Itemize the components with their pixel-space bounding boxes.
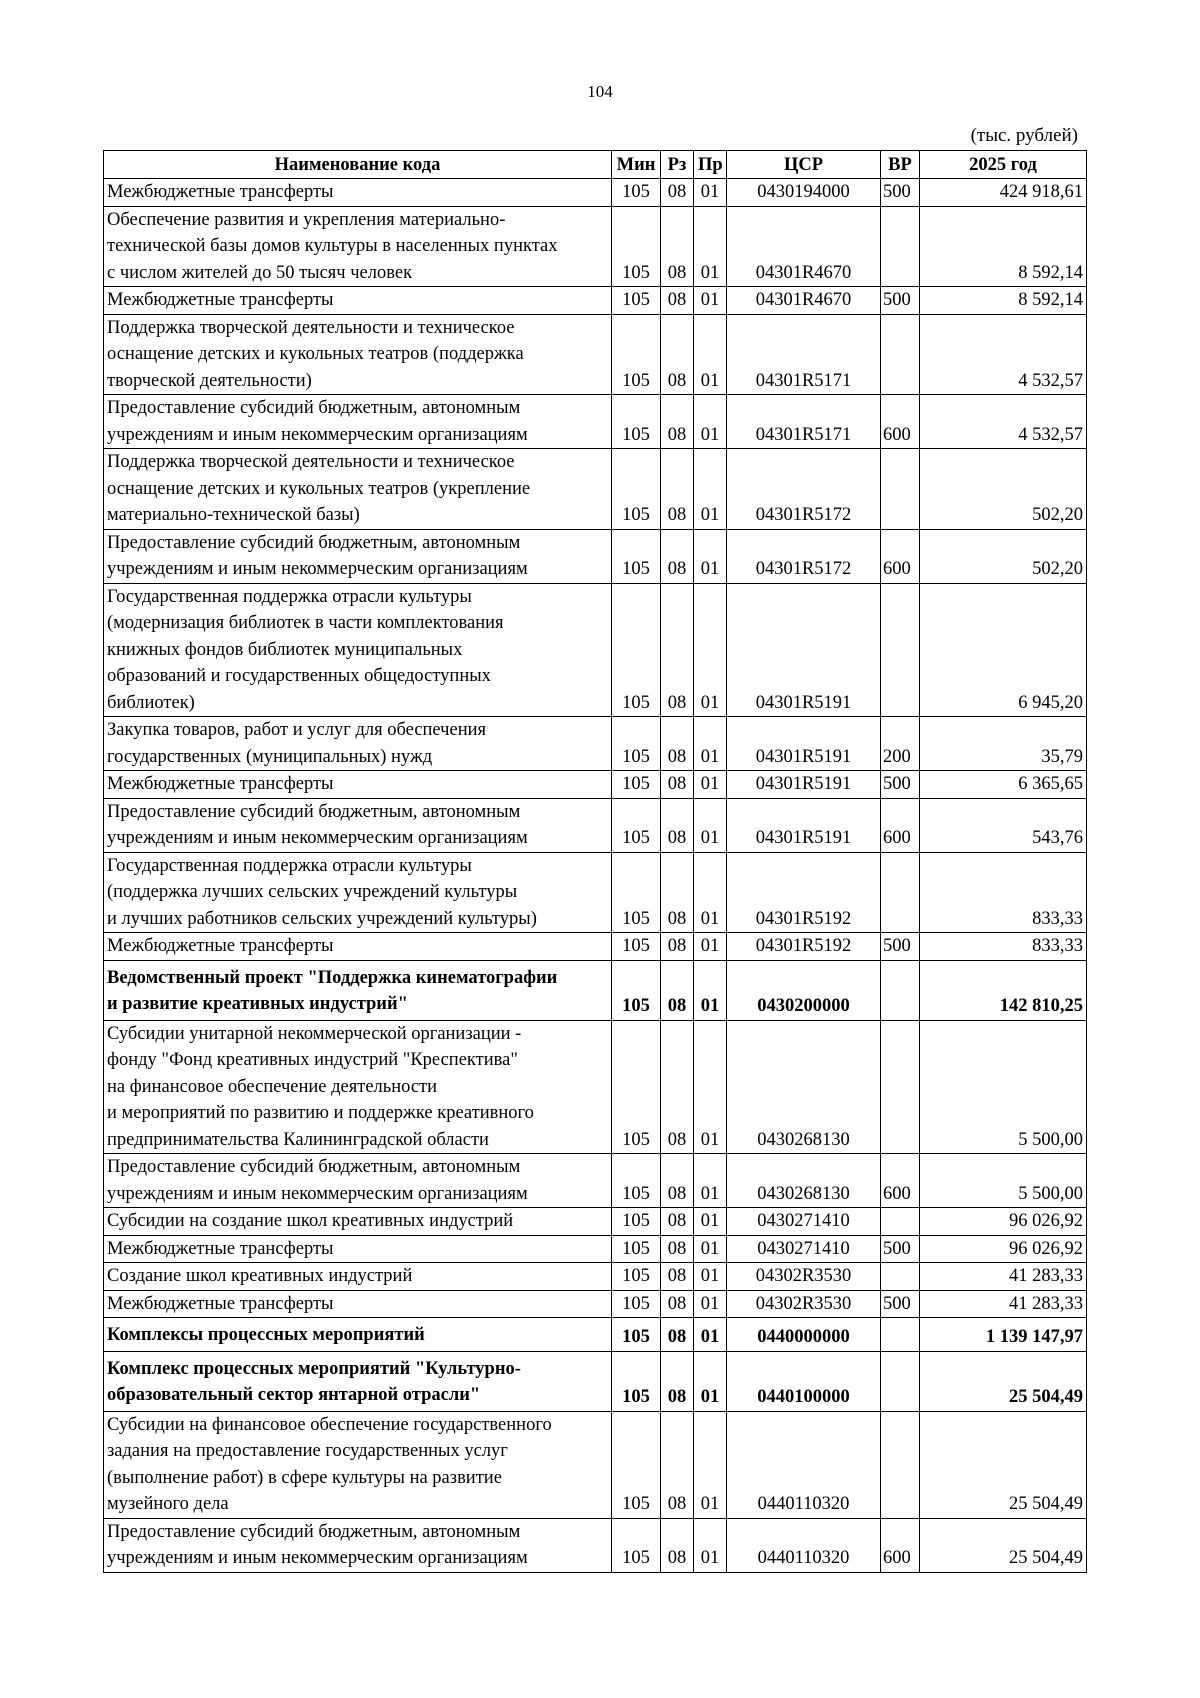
cell-csr: 04302R3530 — [727, 1290, 881, 1318]
cell-rz: 08 — [661, 1411, 694, 1518]
cell-rz: 08 — [661, 1235, 694, 1263]
table-row — [104, 449, 1087, 530]
cell-rz: 08 — [661, 449, 694, 530]
cell-rz: 08 — [661, 529, 694, 583]
cell-rz: 08 — [661, 287, 694, 315]
cell-sum: 5 500,00 — [920, 1020, 1087, 1154]
table-row — [104, 1290, 1087, 1318]
cell-rz: 08 — [661, 1154, 694, 1208]
cell-name: Межбюджетные трансферты — [104, 1235, 612, 1263]
cell-rz: 08 — [661, 395, 694, 449]
cell-pr: 01 — [694, 771, 727, 799]
cell-min: 105 — [612, 1208, 661, 1236]
cell-rz: 08 — [661, 206, 694, 287]
cell-name: Субсидии на создание школ креативных индустрий — [104, 1208, 612, 1236]
cell-vr: 600 — [881, 1518, 920, 1572]
cell-sum: 4 532,57 — [920, 314, 1087, 395]
cell-csr: 04301R5191 — [727, 771, 881, 799]
cell-min: 105 — [612, 287, 661, 315]
cell-pr: 01 — [694, 1290, 727, 1318]
cell-min: 105 — [612, 1154, 661, 1208]
cell-min: 105 — [612, 1290, 661, 1318]
cell-sum: 96 026,92 — [920, 1235, 1087, 1263]
cell-name: Государственная поддержка отрасли культуры (модернизация библиотек в части комплектования книжных фондов библиотек муниципальных образований и государственных общедоступных библиотек) — [104, 583, 612, 717]
cell-name: Межбюджетные трансферты — [104, 179, 612, 207]
cell-rz: 08 — [661, 1208, 694, 1236]
cell-vr — [881, 314, 920, 395]
cell-pr: 01 — [694, 852, 727, 933]
table-row — [104, 1518, 1087, 1572]
cell-vr — [881, 1263, 920, 1291]
cell-pr: 01 — [694, 1518, 727, 1572]
cell-min: 105 — [612, 960, 661, 1020]
cell-name: Государственная поддержка отрасли культуры (поддержка лучших сельских учреждений культуры и лучших работников сельских учреждений культуры) — [104, 852, 612, 933]
table-row — [104, 287, 1087, 315]
header-pr: Пр — [694, 151, 727, 179]
cell-csr: 0430194000 — [727, 179, 881, 207]
cell-name: Обеспечение развития и укрепления материально- технической базы домов культуры в населенных пунктах с числом жителей до 50 тысяч человек — [104, 206, 612, 287]
cell-rz: 08 — [661, 1263, 694, 1291]
cell-sum: 4 532,57 — [920, 395, 1087, 449]
cell-csr: 0430268130 — [727, 1020, 881, 1154]
cell-name: Поддержка творческой деятельности и техническое оснащение детских и кукольных театров (укрепление материально-технической базы) — [104, 449, 612, 530]
cell-pr: 01 — [694, 529, 727, 583]
units-caption: (тыс. рублей) — [970, 125, 1078, 146]
cell-pr: 01 — [694, 1235, 727, 1263]
cell-sum: 833,33 — [920, 852, 1087, 933]
cell-pr: 01 — [694, 798, 727, 852]
table-row — [104, 583, 1087, 717]
cell-csr: 0440110320 — [727, 1518, 881, 1572]
cell-vr — [881, 1411, 920, 1518]
cell-pr: 01 — [694, 1351, 727, 1411]
table-row — [104, 314, 1087, 395]
cell-pr: 01 — [694, 1411, 727, 1518]
cell-vr — [881, 852, 920, 933]
cell-csr: 0430268130 — [727, 1154, 881, 1208]
cell-pr: 01 — [694, 179, 727, 207]
cell-csr: 0440100000 — [727, 1351, 881, 1411]
cell-name: Субсидии на финансовое обеспечение государственного задания на предоставление государственных услуг (выполнение работ) в сфере культуры на развитие музейного дела — [104, 1411, 612, 1518]
cell-vr — [881, 960, 920, 1020]
cell-vr — [881, 1318, 920, 1352]
cell-csr: 04301R5191 — [727, 583, 881, 717]
cell-pr: 01 — [694, 1263, 727, 1291]
cell-sum: 41 283,33 — [920, 1263, 1087, 1291]
cell-min: 105 — [612, 529, 661, 583]
cell-min: 105 — [612, 314, 661, 395]
cell-rz: 08 — [661, 933, 694, 961]
cell-sum: 25 504,49 — [920, 1351, 1087, 1411]
cell-vr: 600 — [881, 798, 920, 852]
table-row — [104, 1020, 1087, 1154]
cell-csr: 0430271410 — [727, 1208, 881, 1236]
header-year: 2025 год — [920, 151, 1087, 179]
cell-name: Комплексы процессных мероприятий — [104, 1318, 612, 1352]
cell-name: Предоставление субсидий бюджетным, автономным учреждениям и иным некоммерческим организациям — [104, 529, 612, 583]
table-row — [104, 179, 1087, 207]
table-row — [104, 798, 1087, 852]
cell-sum: 8 592,14 — [920, 206, 1087, 287]
cell-vr: 200 — [881, 717, 920, 771]
cell-min: 105 — [612, 583, 661, 717]
cell-csr: 04301R5171 — [727, 314, 881, 395]
cell-csr: 04301R5192 — [727, 852, 881, 933]
table-row — [104, 206, 1087, 287]
table-row — [104, 1411, 1087, 1518]
cell-rz: 08 — [661, 798, 694, 852]
table-row — [104, 1235, 1087, 1263]
cell-sum: 502,20 — [920, 529, 1087, 583]
cell-rz: 08 — [661, 852, 694, 933]
cell-sum: 543,76 — [920, 798, 1087, 852]
cell-pr: 01 — [694, 717, 727, 771]
cell-vr: 600 — [881, 395, 920, 449]
cell-pr: 01 — [694, 933, 727, 961]
cell-sum: 6 945,20 — [920, 583, 1087, 717]
cell-sum: 96 026,92 — [920, 1208, 1087, 1236]
cell-pr: 01 — [694, 395, 727, 449]
cell-name: Предоставление субсидий бюджетным, автономным учреждениям и иным некоммерческим организациям — [104, 1154, 612, 1208]
cell-csr: 04302R3530 — [727, 1263, 881, 1291]
cell-csr: 0430271410 — [727, 1235, 881, 1263]
cell-min: 105 — [612, 1020, 661, 1154]
cell-vr: 500 — [881, 933, 920, 961]
cell-name: Межбюджетные трансферты — [104, 1290, 612, 1318]
cell-name: Субсидии унитарной некоммерческой организации - фонду "Фонд креативных индустрий "Креспектива" на финансовое обеспечение деятельности и мероприятий по развитию и поддержке креативного предпринимательства Калининградской области — [104, 1020, 612, 1154]
table-row — [104, 771, 1087, 799]
cell-pr: 01 — [694, 1154, 727, 1208]
cell-pr: 01 — [694, 287, 727, 315]
cell-pr: 01 — [694, 314, 727, 395]
cell-min: 105 — [612, 933, 661, 961]
cell-csr: 04301R4670 — [727, 287, 881, 315]
cell-csr: 04301R5172 — [727, 449, 881, 530]
cell-min: 105 — [612, 1318, 661, 1352]
cell-sum: 5 500,00 — [920, 1154, 1087, 1208]
cell-min: 105 — [612, 1235, 661, 1263]
cell-sum: 142 810,25 — [920, 960, 1087, 1020]
cell-rz: 08 — [661, 179, 694, 207]
cell-sum: 833,33 — [920, 933, 1087, 961]
cell-name: Межбюджетные трансферты — [104, 933, 612, 961]
cell-rz: 08 — [661, 583, 694, 717]
cell-sum: 25 504,49 — [920, 1411, 1087, 1518]
cell-csr: 0430200000 — [727, 960, 881, 1020]
table-row — [104, 717, 1087, 771]
cell-csr: 04301R5191 — [727, 717, 881, 771]
table-row — [104, 529, 1087, 583]
cell-csr: 04301R5191 — [727, 798, 881, 852]
cell-min: 105 — [612, 1411, 661, 1518]
cell-name: Ведомственный проект "Поддержка кинематографии и развитие креативных индустрий" — [104, 960, 612, 1020]
cell-csr: 04301R5172 — [727, 529, 881, 583]
cell-vr: 500 — [881, 1290, 920, 1318]
cell-vr: 500 — [881, 1235, 920, 1263]
cell-rz: 08 — [661, 1318, 694, 1352]
cell-sum: 502,20 — [920, 449, 1087, 530]
cell-pr: 01 — [694, 1208, 727, 1236]
cell-vr — [881, 1208, 920, 1236]
cell-vr — [881, 583, 920, 717]
cell-vr — [881, 1020, 920, 1154]
table-header-row — [104, 151, 1087, 179]
cell-csr: 04301R5192 — [727, 933, 881, 961]
cell-sum: 35,79 — [920, 717, 1087, 771]
cell-name: Закупка товаров, работ и услуг для обеспечения государственных (муниципальных) нужд — [104, 717, 612, 771]
cell-pr: 01 — [694, 449, 727, 530]
cell-name: Межбюджетные трансферты — [104, 771, 612, 799]
cell-rz: 08 — [661, 960, 694, 1020]
cell-sum: 6 365,65 — [920, 771, 1087, 799]
cell-csr: 0440110320 — [727, 1411, 881, 1518]
header-csr: ЦСР — [727, 151, 881, 179]
table-row — [104, 960, 1087, 1020]
cell-pr: 01 — [694, 583, 727, 717]
cell-rz: 08 — [661, 1351, 694, 1411]
header-rz: Рз — [661, 151, 694, 179]
table-row — [104, 1154, 1087, 1208]
cell-min: 105 — [612, 717, 661, 771]
cell-rz: 08 — [661, 1020, 694, 1154]
cell-sum: 25 504,49 — [920, 1518, 1087, 1572]
cell-min: 105 — [612, 1518, 661, 1572]
header-vr: ВР — [881, 151, 920, 179]
cell-sum: 424 918,61 — [920, 179, 1087, 207]
table-row — [104, 852, 1087, 933]
cell-min: 105 — [612, 798, 661, 852]
header-min: Мин — [612, 151, 661, 179]
cell-rz: 08 — [661, 717, 694, 771]
cell-sum: 1 139 147,97 — [920, 1318, 1087, 1352]
cell-rz: 08 — [661, 1518, 694, 1572]
cell-name: Предоставление субсидий бюджетным, автономным учреждениям и иным некоммерческим организациям — [104, 395, 612, 449]
cell-rz: 08 — [661, 771, 694, 799]
cell-csr: 04301R4670 — [727, 206, 881, 287]
cell-sum: 8 592,14 — [920, 287, 1087, 315]
cell-min: 105 — [612, 449, 661, 530]
cell-name: Комплекс процессных мероприятий "Культурно- образовательный сектор янтарной отрасли" — [104, 1351, 612, 1411]
page-number: 104 — [587, 82, 613, 101]
cell-min: 105 — [612, 852, 661, 933]
cell-pr: 01 — [694, 960, 727, 1020]
cell-vr — [881, 1351, 920, 1411]
table-row — [104, 1351, 1087, 1411]
budget-table — [103, 150, 1087, 1573]
cell-name: Предоставление субсидий бюджетным, автономным учреждениям и иным некоммерческим организациям — [104, 798, 612, 852]
cell-vr — [881, 206, 920, 287]
cell-vr: 500 — [881, 179, 920, 207]
cell-rz: 08 — [661, 314, 694, 395]
cell-vr: 500 — [881, 771, 920, 799]
cell-min: 105 — [612, 206, 661, 287]
table-row — [104, 933, 1087, 961]
cell-vr — [881, 449, 920, 530]
cell-min: 105 — [612, 771, 661, 799]
cell-min: 105 — [612, 1263, 661, 1291]
cell-name: Создание школ креативных индустрий — [104, 1263, 612, 1291]
table-row — [104, 1318, 1087, 1352]
table-row — [104, 1263, 1087, 1291]
cell-vr: 500 — [881, 287, 920, 315]
cell-csr: 0440000000 — [727, 1318, 881, 1352]
cell-pr: 01 — [694, 1020, 727, 1154]
cell-pr: 01 — [694, 206, 727, 287]
header-name: Наименование кода — [104, 151, 612, 179]
table-row — [104, 395, 1087, 449]
cell-vr: 600 — [881, 529, 920, 583]
cell-rz: 08 — [661, 1290, 694, 1318]
cell-name: Межбюджетные трансферты — [104, 287, 612, 315]
table-row — [104, 1208, 1087, 1236]
cell-csr: 04301R5171 — [727, 395, 881, 449]
cell-pr: 01 — [694, 1318, 727, 1352]
table-body — [104, 179, 1087, 1573]
cell-name: Предоставление субсидий бюджетным, автономным учреждениям и иным некоммерческим организациям — [104, 1518, 612, 1572]
cell-min: 105 — [612, 1351, 661, 1411]
cell-min: 105 — [612, 179, 661, 207]
cell-min: 105 — [612, 395, 661, 449]
cell-name: Поддержка творческой деятельности и техническое оснащение детских и кукольных театров (поддержка творческой деятельности) — [104, 314, 612, 395]
cell-vr: 600 — [881, 1154, 920, 1208]
cell-sum: 41 283,33 — [920, 1290, 1087, 1318]
